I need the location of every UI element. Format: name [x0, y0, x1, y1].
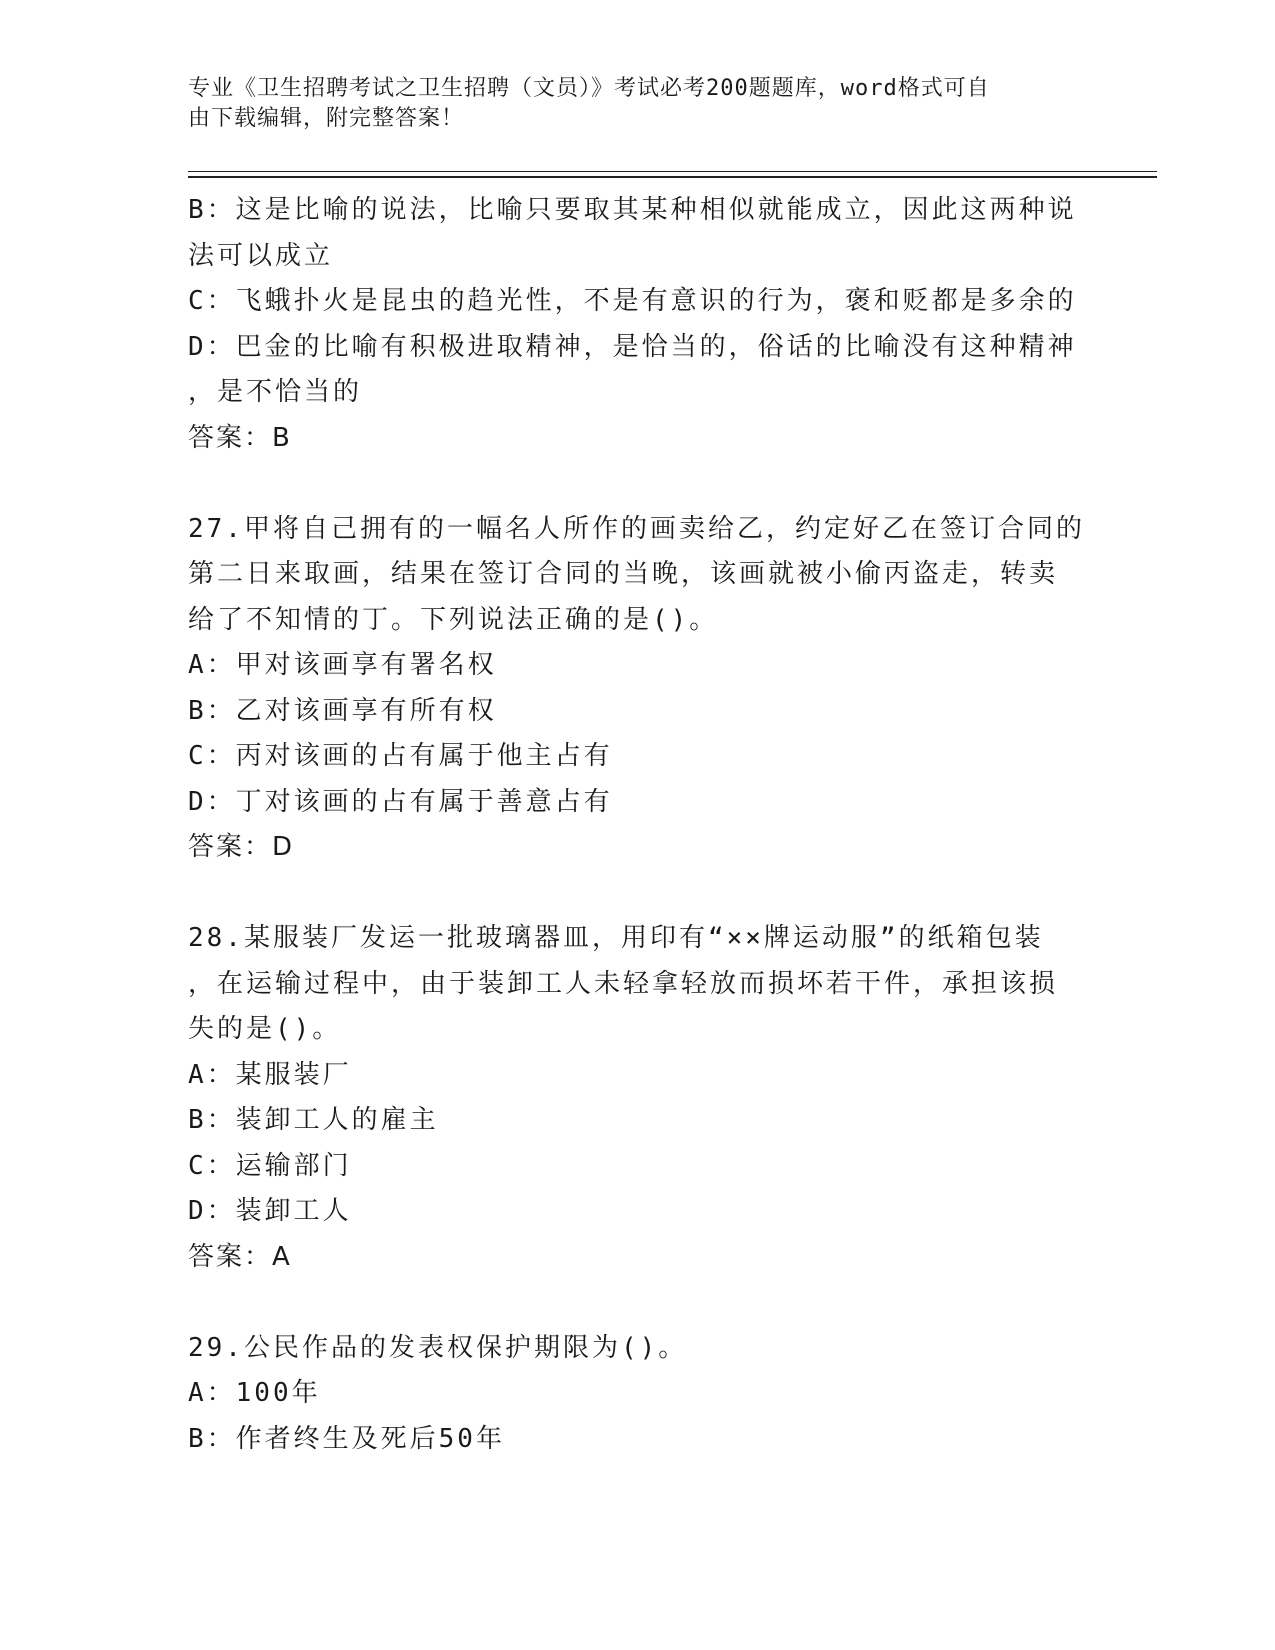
document-header [188, 74, 1068, 134]
question-stem-continued: ，在运输过程中，由于装卸工人未轻拿轻放而损坏若干件，承担该损 [188, 968, 1059, 999]
spacer [188, 871, 1088, 917]
question-stem-continued: 失的是()。 [188, 1014, 342, 1044]
spacer [188, 461, 1088, 507]
option-b-text: B：作者终生及死后50年 [188, 1423, 505, 1454]
option-c-text: C：飞蛾扑火是昆虫的趋光性，不是有意识的行为，褒和贬都是多余的 [188, 286, 1077, 316]
header-title-line-2: 由下载编辑，附完整答案！ [188, 106, 465, 131]
header-title-line-1: 专业《卫生招聘考试之卫生招聘（文员）》考试必考200题题库，word格式可自 [188, 76, 990, 101]
question-stem-continued: 第二日来取画，结果在签订合同的当晚，该画就被小偷丙盗走，转卖 [188, 559, 1059, 589]
question-28 [188, 916, 1088, 1280]
question-29 [188, 1326, 1088, 1463]
option-b-text: B：乙对该画享有所有权 [188, 695, 497, 726]
answer-line: 答案：B [188, 422, 292, 453]
header-divider-thick [188, 176, 1157, 178]
spacer [188, 1280, 1088, 1326]
option-a-text: A：甲对该画享有署名权 [188, 650, 497, 680]
header-divider-thin [188, 171, 1157, 172]
option-a-text: A：100年 [188, 1378, 321, 1408]
previous-question-tail [188, 188, 1088, 461]
question-stem: 29.公民作品的发表权保护期限为()。 [188, 1332, 688, 1363]
question-27 [188, 507, 1088, 871]
option-c-text: C：丙对该画的占有属于他主占有 [188, 741, 613, 771]
question-stem: 28.某服装厂发运一批玻璃器皿，用印有“××牌运动服”的纸箱包装 [188, 923, 1044, 953]
document-body [188, 188, 1088, 1462]
question-stem-continued: 给了不知情的丁。下列说法正确的是()。 [188, 604, 719, 635]
option-d-text: D：装卸工人 [188, 1196, 352, 1226]
option-a-text: A：某服装厂 [188, 1059, 352, 1090]
option-d-text: D：丁对该画的占有属于善意占有 [188, 786, 613, 817]
option-b-text: B：装卸工人的雇主 [188, 1105, 439, 1135]
option-b-text: B：这是比喻的说法，比喻只要取其某种相似就能成立，因此这两种说 [188, 195, 1077, 225]
answer-line: 答案：D [188, 832, 295, 862]
option-c-text: C：运输部门 [188, 1150, 352, 1181]
answer-line: 答案：A [188, 1241, 292, 1272]
question-stem: 27.甲将自己拥有的一幅名人所作的画卖给乙，约定好乙在签订合同的 [188, 513, 1085, 544]
option-b-text-continued: 法可以成立 [188, 240, 334, 271]
option-d-text-continued: ，是不恰当的 [188, 377, 363, 407]
option-d-text: D：巴金的比喻有积极进取精神，是恰当的，俗话的比喻没有这种精神 [188, 331, 1077, 362]
